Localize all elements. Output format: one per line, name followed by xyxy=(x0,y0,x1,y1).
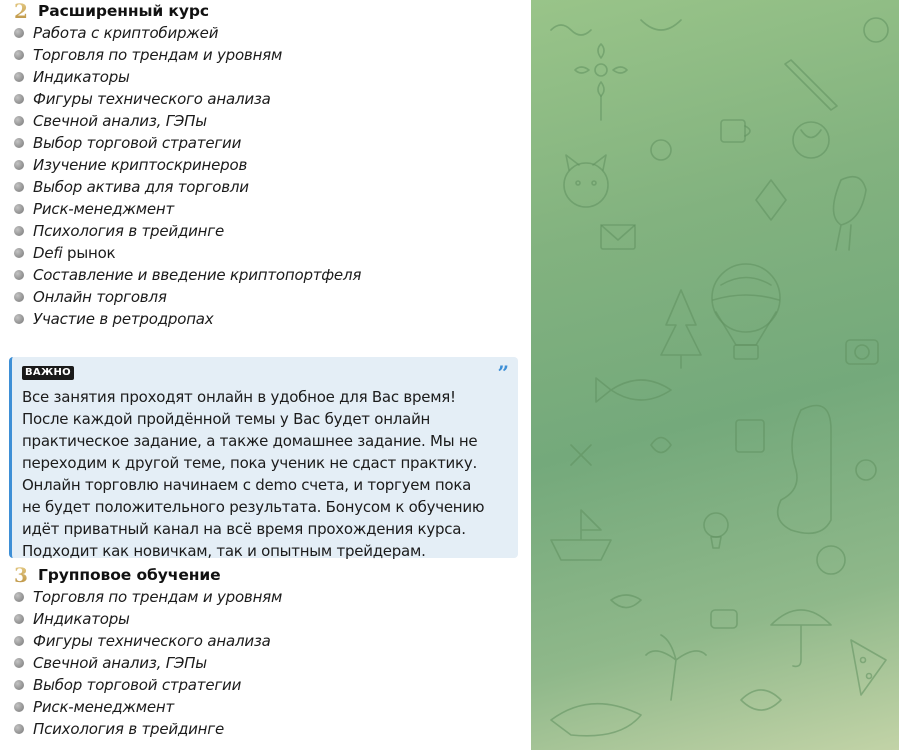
section-title: Групповое обучение xyxy=(38,566,221,584)
list-item xyxy=(14,66,524,88)
bullet-icon xyxy=(14,182,24,192)
list-item xyxy=(14,652,524,674)
bullet-icon xyxy=(14,270,24,280)
list-item xyxy=(14,44,524,66)
list-item xyxy=(14,608,524,630)
bullet-icon xyxy=(14,72,24,82)
list-item xyxy=(14,586,524,608)
item-text: Работа с криптобиржей xyxy=(33,24,219,42)
topic-list xyxy=(14,586,524,740)
list-item xyxy=(14,308,524,330)
list-item xyxy=(14,110,524,132)
item-text: Индикаторы xyxy=(33,610,130,628)
quote-icon: ” xyxy=(497,361,509,385)
bullet-icon xyxy=(14,592,24,602)
bullet-icon xyxy=(14,248,24,258)
section-header xyxy=(14,0,524,22)
section-header xyxy=(14,564,524,586)
list-item xyxy=(14,630,524,652)
item-text: Изучение криптоскринеров xyxy=(33,156,248,174)
bullet-icon xyxy=(14,94,24,104)
bullet-icon xyxy=(14,28,24,38)
bullet-icon xyxy=(14,680,24,690)
bullet-icon xyxy=(14,204,24,214)
bullet-icon xyxy=(14,50,24,60)
bullet-icon xyxy=(14,292,24,302)
item-text: Риск-менеджмент xyxy=(33,200,175,218)
list-item xyxy=(14,198,524,220)
chat-wallpaper xyxy=(531,0,899,750)
list-item xyxy=(14,718,524,740)
list-item xyxy=(14,242,524,264)
item-text: Составление и введение криптопортфеля xyxy=(33,266,362,284)
item-text: Выбор актива для торговли xyxy=(33,178,249,196)
item-text: Defi xyxy=(33,244,63,262)
list-item xyxy=(14,154,524,176)
bullet-icon xyxy=(14,614,24,624)
item-text: Риск-менеджмент xyxy=(33,698,175,716)
list-item xyxy=(14,674,524,696)
bullet-icon xyxy=(14,658,24,668)
important-badge: ВАЖНО xyxy=(22,366,74,380)
item-text: Свечной анализ, ГЭПы xyxy=(33,112,207,130)
item-text: Выбор торговой стратегии xyxy=(33,676,242,694)
item-text-normal: рынок xyxy=(62,244,116,262)
list-item xyxy=(14,132,524,154)
bullet-icon xyxy=(14,138,24,148)
item-text: Торговля по трендам и уровням xyxy=(33,46,283,64)
list-item xyxy=(14,176,524,198)
bullet-icon xyxy=(14,226,24,236)
item-text: Психология в трейдинге xyxy=(33,720,224,738)
section-advanced-course xyxy=(14,0,524,330)
important-notice-quote xyxy=(9,357,518,558)
bullet-icon xyxy=(14,702,24,712)
list-item xyxy=(14,264,524,286)
item-text: Торговля по трендам и уровням xyxy=(33,588,283,606)
notice-text: Все занятия проходят онлайн в удобное для Вас время! После каждой пройдённой темы у Вас будет онлайн практическое задание, а также домашнее задание. Мы не переходим к другой теме, пока ученик не сдаст практику. Онлайн торговлю начинаем с demo счета, и торгуем пока не будет положительного результата. Бонусом к обучению идёт приватный канал на всё время прохождения курса. Подходит как новичкам, так и опытным трейдерам. xyxy=(22,388,485,560)
bullet-icon xyxy=(14,160,24,170)
section-group-training xyxy=(14,564,524,740)
list-item xyxy=(14,286,524,308)
bullet-icon xyxy=(14,116,24,126)
item-text: Индикаторы xyxy=(33,68,130,86)
section-title: Расширенный курс xyxy=(38,2,209,20)
item-text: Выбор торговой стратегии xyxy=(33,134,242,152)
doodle-pattern-icon xyxy=(531,0,899,750)
item-text: Психология в трейдинге xyxy=(33,222,224,240)
bullet-icon xyxy=(14,724,24,734)
bullet-icon xyxy=(14,314,24,324)
item-text: Фигуры технического анализа xyxy=(33,632,271,650)
list-item xyxy=(14,220,524,242)
list-item xyxy=(14,88,524,110)
item-text: Фигуры технического анализа xyxy=(33,90,271,108)
bullet-icon xyxy=(14,636,24,646)
list-item xyxy=(14,22,524,44)
topic-list xyxy=(14,22,524,330)
item-text: Онлайн торговля xyxy=(33,288,167,306)
list-item xyxy=(14,696,524,718)
item-text: Участие в ретродропах xyxy=(33,310,214,328)
number-3-icon: 3 xyxy=(14,564,34,586)
number-2-icon: 2 xyxy=(14,0,34,22)
item-text: Свечной анализ, ГЭПы xyxy=(33,654,207,672)
